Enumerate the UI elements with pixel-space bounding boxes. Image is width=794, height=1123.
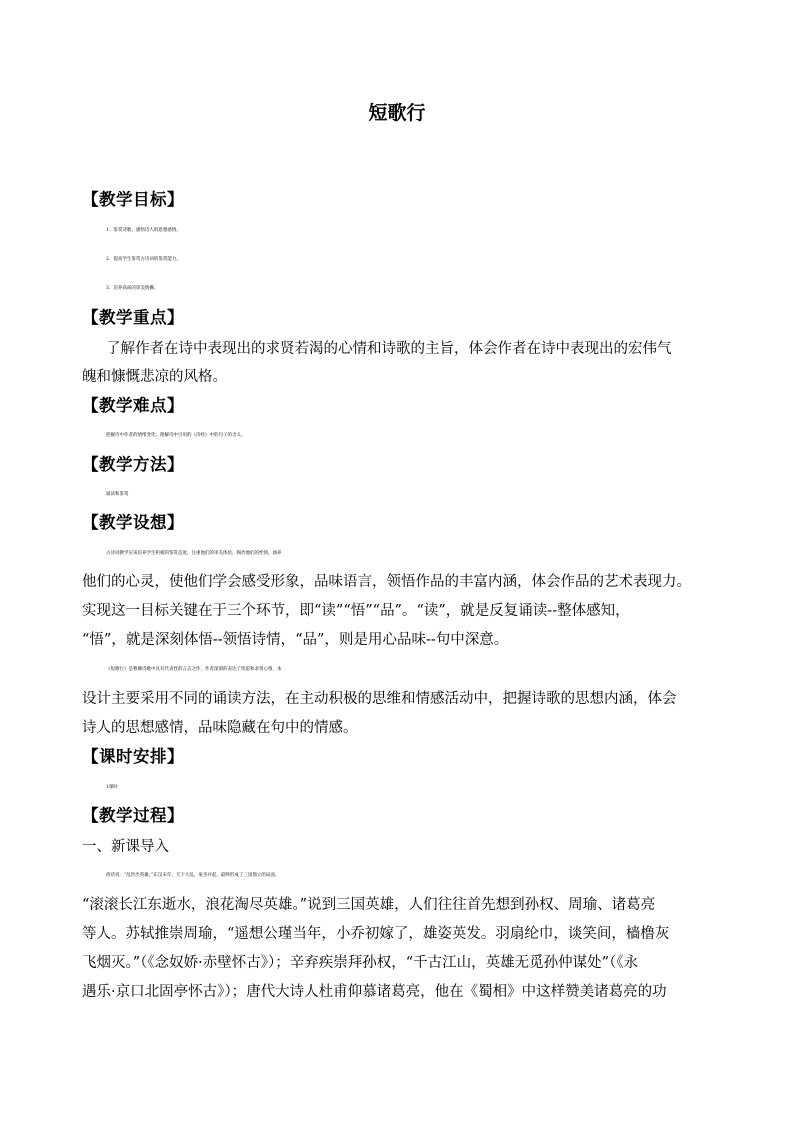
subsection-heading: 一、新课导入 (82, 839, 169, 855)
paragraph-line: 诗人的思想感情，品味隐藏在句中的情感。 (82, 720, 358, 736)
paragraph-line: 等人。苏轼推崇周瑜，“遥想公瑾当年，小乔初嫁了，雄姿英发。羽扇纶巾，谈笑间，樯橹灰 (82, 926, 670, 942)
paragraph-line: 遇乐·京口北固亭怀古》）；唐代大诗人杜甫仰慕诸葛亮，他在《蜀相》中这样赞美诸葛亮的功 (82, 984, 667, 1000)
paragraph-line: 《短歌行》是曹操诗歌中具有代表性的言志之作，作者深刻的表达了忧思和求贤心情，本 (106, 667, 282, 672)
paragraph-line: “悟”，就是深刻体悟--领悟诗情，“品”，则是用心品味--句中深意。 (82, 632, 509, 648)
section-heading-process: 【教学过程】 (82, 806, 184, 825)
goal-item: 1．鉴赏诗歌，感悟诗人的思想感情。 (106, 228, 181, 233)
paragraph-line: 飞烟灭。”（《念奴娇·赤壁怀古》）；辛弃疾崇拜孙权，“千古江山，英雄无觅孙仲谋处”（《永 (82, 955, 639, 971)
paragraph-line: 他们的心灵，使他们学会感受形象，品味语言，领悟作品的丰富内涵，体会作品的艺术表现力。 (82, 574, 691, 590)
paragraph-line: 设计主要采用不同的诵读方法，在主动积极的思维和情感活动中，把握诗歌的思想内涵，体会 (82, 691, 677, 707)
paragraph-line: 古诗词教学应该培养学生积极的鉴赏态度，注重他们的审美体验，陶冶他们的性情，涵养 (106, 551, 282, 556)
document-title: 短歌行 (368, 102, 426, 124)
paragraph-line: 诵读和鉴赏 (106, 492, 129, 497)
section-heading-schedule: 【课时安排】 (82, 747, 184, 766)
goal-item: 2．提高学生鉴赏古诗词的鉴赏能力。 (106, 257, 181, 262)
goal-item: 3．培养高尚的审美情操。 (106, 286, 159, 291)
section-heading-difficulty: 【教学难点】 (82, 396, 184, 415)
paragraph-line: 俗话说：“乱世出英雄。”东汉末年，天下大乱，豪杰并起，最终形成了三国鼎立的局面。 (106, 873, 280, 878)
section-heading-focus: 【教学重点】 (82, 308, 184, 327)
paragraph-line: 把握诗中作者的情绪变化；理解诗中引用的《诗经》中的句子的含义。 (106, 433, 246, 438)
section-heading-goals: 【教学目标】 (82, 190, 184, 209)
paragraph-line: “滚滚长江东逝水，浪花淘尽英雄。”说到三国英雄，人们往往首先想到孙权、周瑜、诸葛亮 (82, 897, 656, 913)
paragraph-line: 了解作者在诗中表现出的求贤若渴的心情和诗歌的主旨，体会作者在诗中表现出的宏伟气 (106, 341, 672, 357)
paragraph-line: 1课时 (106, 785, 118, 790)
paragraph-line: 实现这一目标关键在于三个环节，即“读”“悟”“品”。“读”，就是反复诵读--整体感知， (82, 603, 630, 619)
section-heading-idea: 【教学设想】 (82, 513, 184, 532)
section-heading-method: 【教学方法】 (82, 455, 184, 474)
paragraph-line: 魄和慷慨悲凉的风格。 (82, 369, 227, 385)
